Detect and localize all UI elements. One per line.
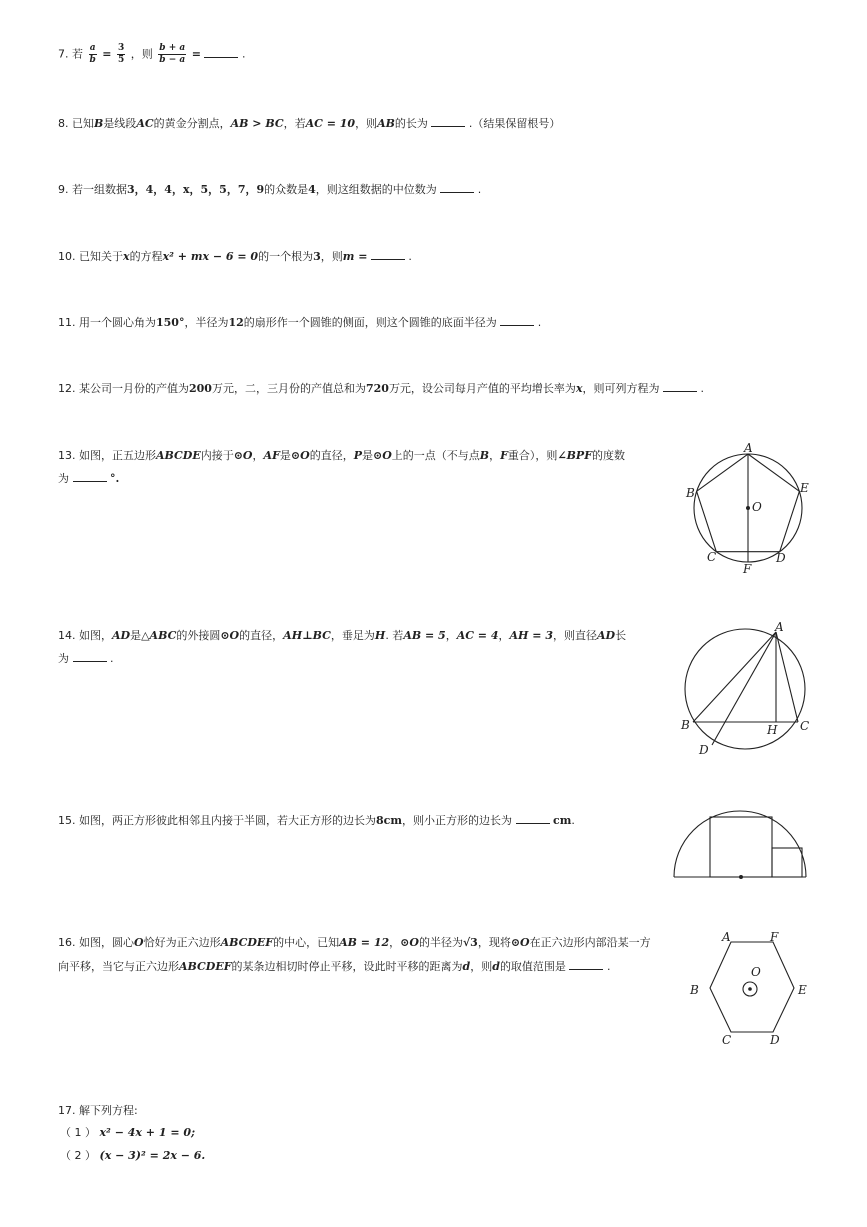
- answer-blank: [371, 247, 405, 260]
- question-17-part-2: （ 2 ） (x − 3)² = 2x − 6.: [60, 1149, 206, 1162]
- label-o: O: [752, 500, 762, 514]
- answer-blank: [569, 957, 603, 970]
- center-point: [748, 987, 752, 991]
- answer-blank: [73, 649, 107, 662]
- label-e: E: [800, 481, 809, 495]
- circumcircle: [685, 629, 805, 749]
- question-14-line-2: 为 .: [58, 648, 114, 670]
- label-d: D: [770, 1033, 780, 1047]
- question-17-part-1: （ 1 ） x² − 4x + 1 = 0;: [60, 1126, 196, 1139]
- fraction-expression: $\frac{b + a}{b - a}$: [159, 43, 186, 65]
- label-h: H: [767, 723, 778, 737]
- answer-blank: [204, 45, 238, 58]
- question-12: 12. 某公司一月份的产值为200万元，二，三月份的产值总和为720万元，设公司每月产值的平均增长率为x，则可列方程为 .: [58, 378, 704, 400]
- question-10: 10. 已知关于x的方程x² + mx − 6 = 0的一个根为3，则m = .: [58, 246, 412, 268]
- figure-squares-in-semicircle: [672, 805, 812, 883]
- answer-blank: [73, 469, 107, 482]
- figure-triangle-in-circle: [676, 620, 816, 760]
- label-c: C: [800, 719, 810, 733]
- label-d: D: [776, 551, 786, 565]
- question-13-line-2: 为 °.: [58, 468, 119, 490]
- label-f: F: [770, 930, 779, 944]
- label-a: A: [744, 441, 753, 455]
- question-16-line-2: 向平移，当它与正六边形ABCDEF的某条边相切时停止平移，设此时平移的距离为d，则d的取值范围是 .: [58, 956, 610, 978]
- label-b: B: [681, 718, 690, 732]
- answer-blank: [440, 180, 474, 193]
- answer-blank: [500, 313, 534, 326]
- label-c: C: [722, 1033, 732, 1047]
- question-14: 14. 如图，AD是△ABC的外接圆⊙O的直径，AH⊥BC，垂足为H. 若AB = 5，AC = 4，AH = 3，则直径AD长: [58, 629, 627, 642]
- semicircle-arc: [674, 811, 806, 877]
- center-point: [746, 506, 750, 510]
- label-f: F: [743, 562, 752, 575]
- label-a: A: [722, 930, 731, 944]
- label-c: C: [707, 550, 717, 564]
- figure-hexagon-with-circle: [686, 928, 816, 1048]
- question-9: 9. 若一组数据3，4，4，x，5，5，7，9的众数是4，则这组数据的中位数为 .: [58, 179, 481, 201]
- fraction-3-over-5: $\frac{3}{5}$: [118, 43, 125, 65]
- question-15: 15. 如图，两正方形彼此相邻且内接于半圆，若大正方形的边长为8cm，则小正方形的边长为 cm.: [58, 810, 575, 832]
- side-ab: [693, 632, 776, 722]
- label-d: D: [699, 743, 709, 757]
- question-16: 16. 如图，圆心O恰好为正六边形ABCDEF的中心，已知AB = 12，⊙O的半径为√3，现将⊙O在正六边形内部沿某一方: [58, 936, 651, 949]
- figure-pentagon-in-circle: [680, 440, 820, 575]
- label-b: B: [686, 486, 695, 500]
- question-8: 8. 已知B是线段AC的黄金分割点，AB > BC，若AC = 10，则AB的长为 .（结果保留根号）: [58, 113, 560, 135]
- label-e: E: [798, 983, 807, 997]
- answer-blank: [431, 114, 465, 127]
- center-point: [739, 875, 743, 879]
- small-square: [772, 848, 802, 877]
- question-11: 11. 用一个圆心角为150°，半径为12的扇形作一个圆锥的侧面，则这个圆锥的底面半径为 .: [58, 312, 541, 334]
- answer-blank: [516, 811, 550, 824]
- label-b: B: [690, 983, 699, 997]
- label-a: A: [775, 620, 784, 634]
- label-o: O: [751, 965, 761, 979]
- question-13: 13. 如图，正五边形ABCDE内接于⊙O，AF是⊙O的直径，P是⊙O上的一点（不与点B，F重合），则∠BPF的度数: [58, 449, 626, 462]
- question-number: 7.: [58, 47, 69, 61]
- fraction-a-over-b: $\frac{a}{b}$: [89, 43, 96, 65]
- large-square: [710, 817, 772, 877]
- question-7: 7. 若 $\frac{a}{b}$ = $\frac{3}{5}$ ，则 $\frac{b + a}{b - a}$ = .: [58, 43, 246, 65]
- hexagon-abcdef: [710, 942, 794, 1032]
- answer-blank: [663, 379, 697, 392]
- question-17: 17. 解下列方程:: [58, 1104, 138, 1117]
